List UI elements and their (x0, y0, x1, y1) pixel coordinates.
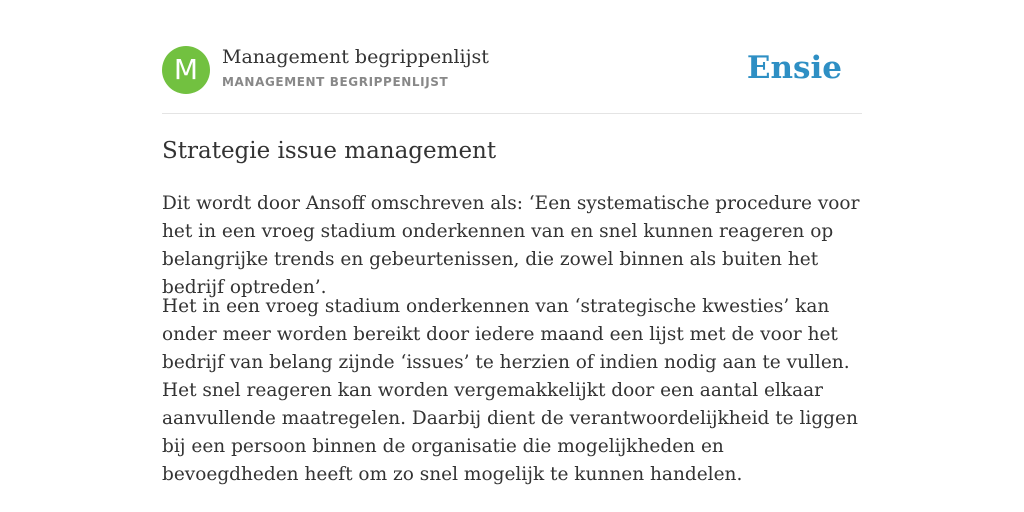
ensie-logo[interactable]: Ensie (746, 50, 842, 86)
source-title[interactable]: Management begrippenlijst (222, 46, 489, 68)
article-title: Strategie issue management (162, 138, 497, 164)
header-divider (162, 113, 862, 114)
article-paragraph-1: Dit wordt door Ansoff omschreven als: ‘Een systematische procedure voor het in een vroeg stadium onderkennen van en snel kunnen reageren op belangrijke trends en gebeurtenissen, die zowel binnen als buiten het bedrijf optreden’. (162, 193, 860, 298)
header (162, 46, 862, 96)
article-paragraph-2: Het in een vroeg stadium onderkennen van ‘strategische kwesties’ kan onder meer worden bereikt door iedere maand een lijst met de voor het bedrijf van belang zijnde ‘issues’ te herzien of indien nodig aan te vullen. Het snel reageren kan worden vergemakkelijkt door een aantal elkaar aanvullende maatregelen. Daarbij dient de verantwoordelijkheid te liggen bij een persoon binnen de organisatie die mogelijkheden en bevoegdheden heeft om zo snel mogelijk te kunnen handelen. (162, 296, 858, 485)
source-avatar[interactable]: M (162, 46, 210, 94)
source-subtitle[interactable]: MANAGEMENT BEGRIPPENLIJST (222, 75, 449, 89)
